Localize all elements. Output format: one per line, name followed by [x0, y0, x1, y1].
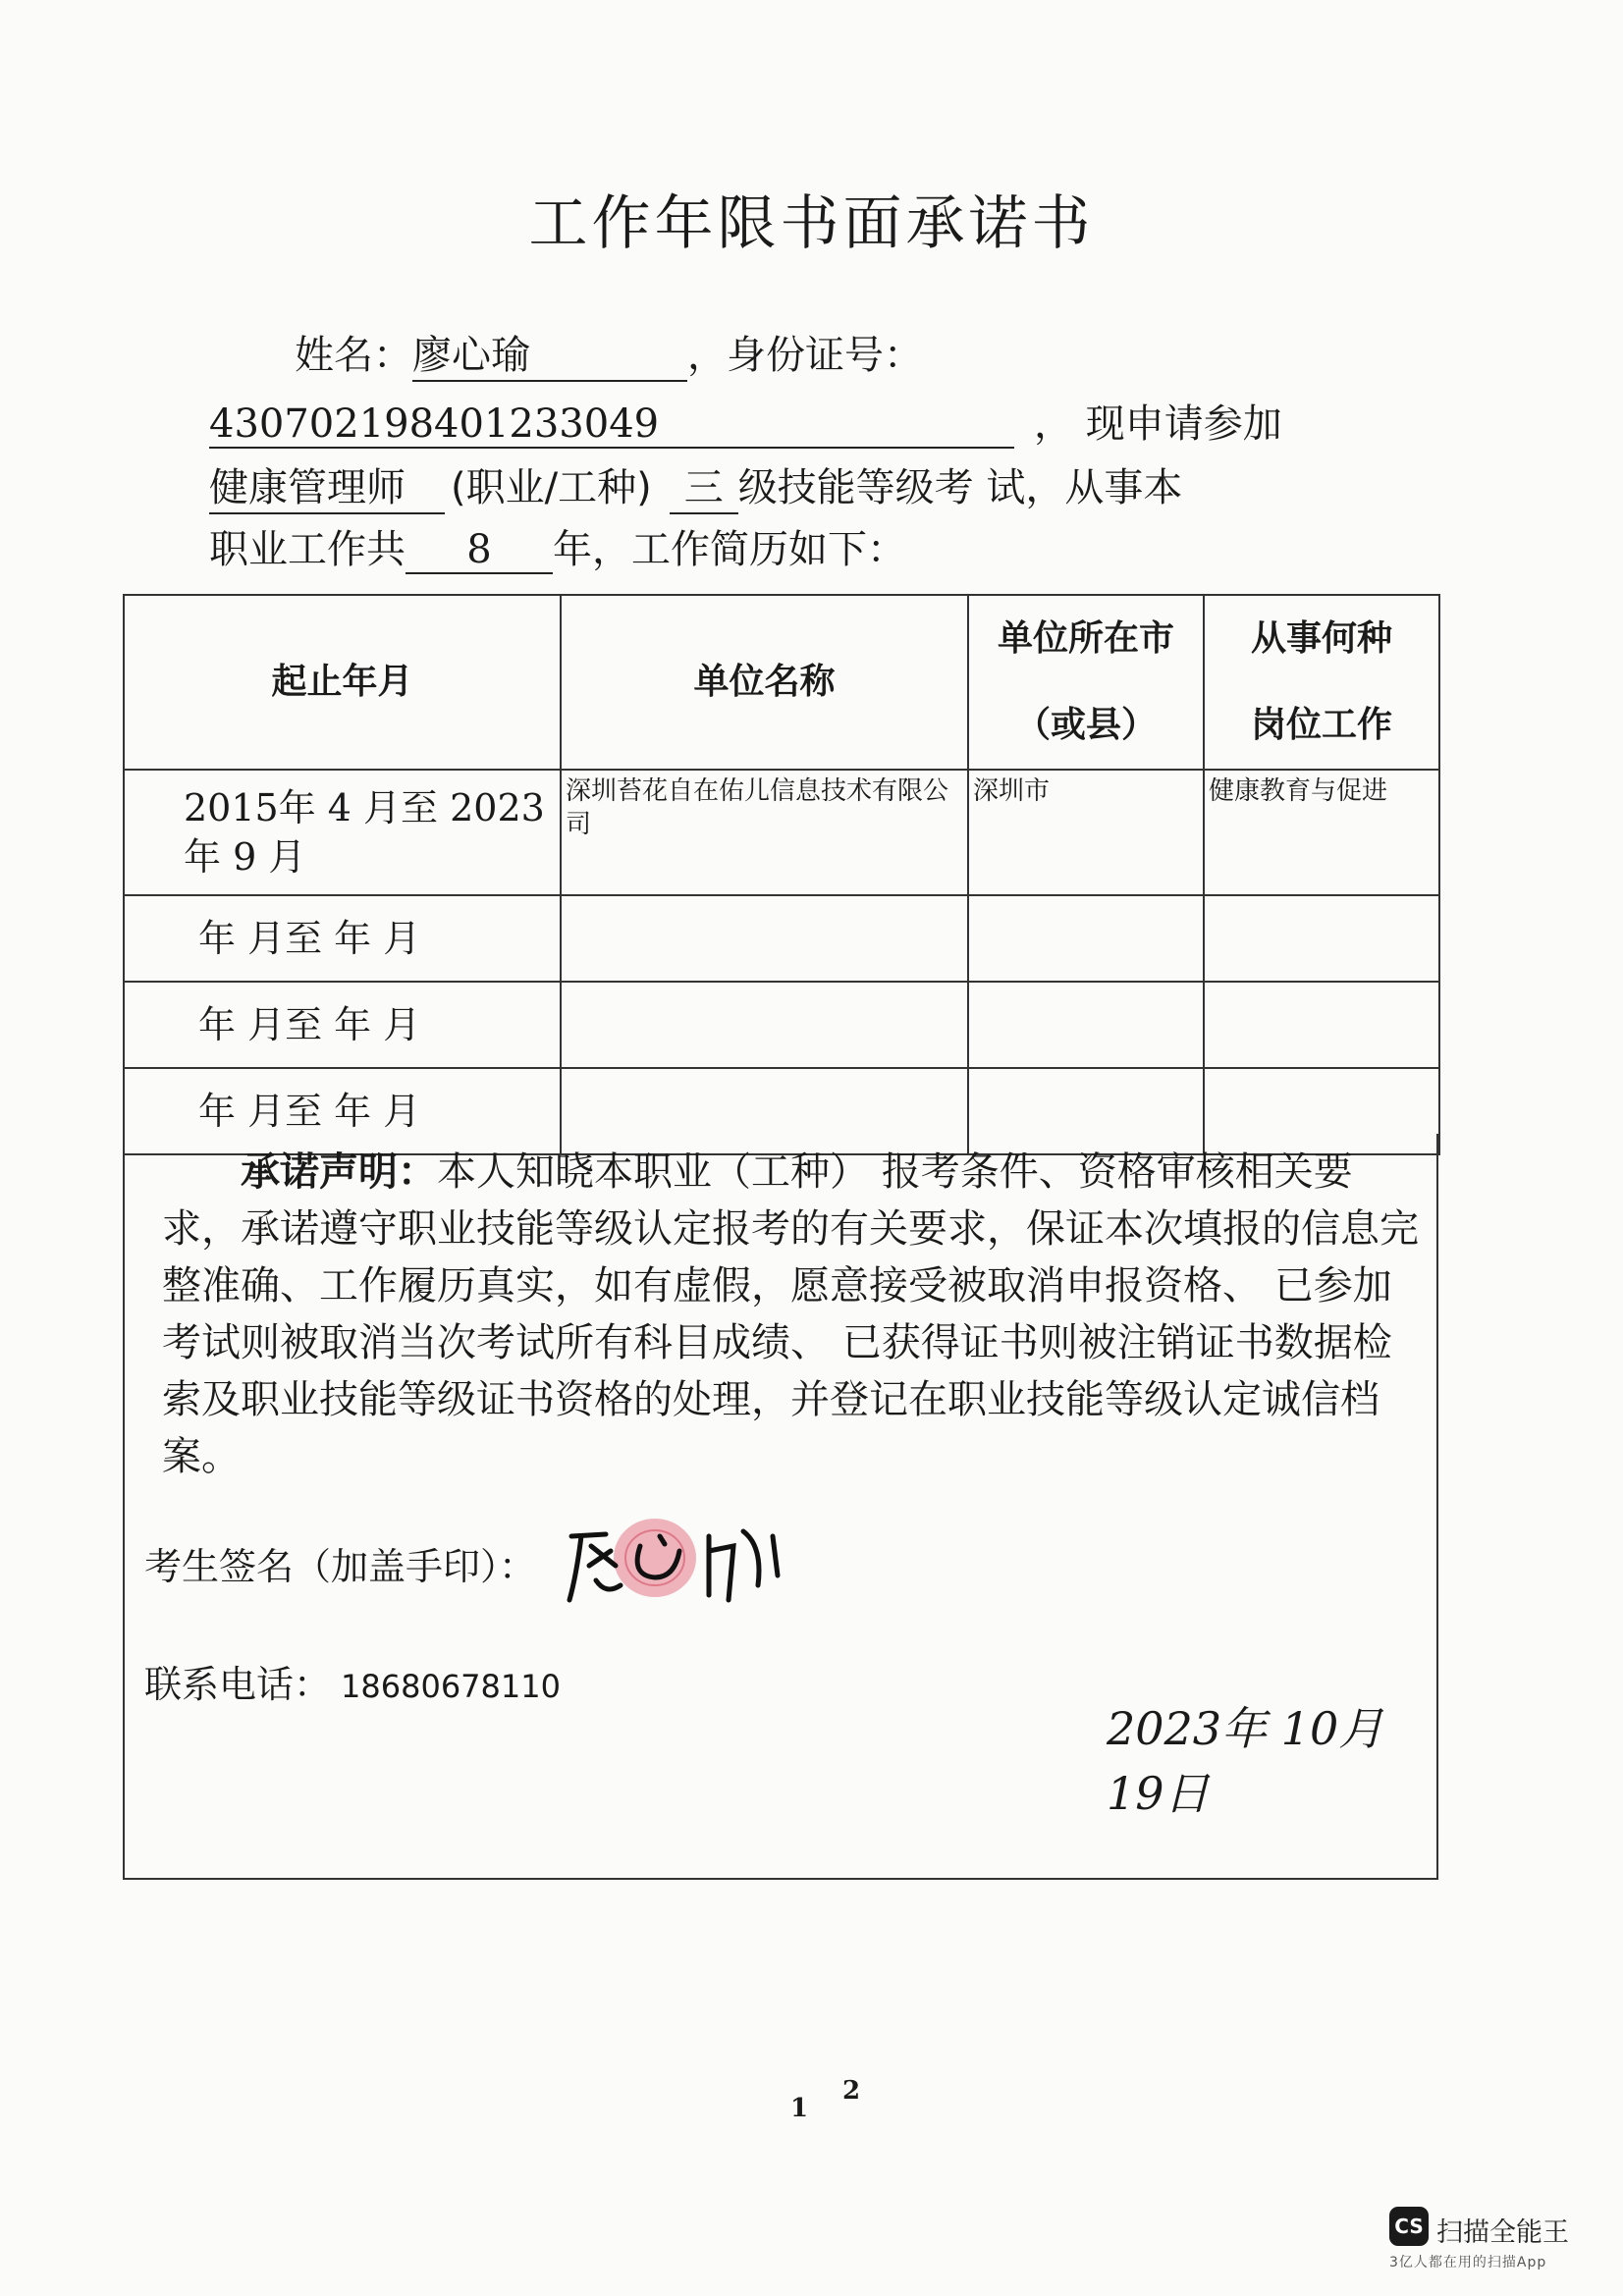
signature-stroke-1: [569, 1534, 621, 1600]
header-position-line1: 从事何种: [1250, 618, 1392, 659]
handwritten-date: 2023年 10月 19日: [1107, 1702, 1384, 1820]
row-employer: 深圳苔花自在佑儿信息技术有限公司: [561, 770, 968, 895]
row-city: 深圳市: [968, 770, 1204, 895]
work-history-table: [123, 594, 1440, 1155]
header-city-line1: 单位所在市: [997, 618, 1174, 659]
id-value: 430702198401233049: [209, 401, 1014, 449]
name-line: [295, 324, 923, 382]
table-row: [124, 982, 1439, 1068]
pledge-box: [123, 1134, 1438, 1880]
apply-text: ， 现申请参加: [1034, 401, 1282, 447]
pledge-heading: 承诺声明：: [241, 1149, 437, 1195]
pledge-body: 本人知晓本职业（工种） 报考条件、资格审核相关要求，承诺遵守职业技能等级认定报考的有关要求，保证本次填报的信息完整准确、工作履历真实，如有虚假，愿意接受被取消申报资格、 已参加考试则被取消当次考试所有科目成绩、 已获得证书则被注销证书数据检索及职业技能等级证书资格的处理，并登记在职业技能等级认定诚信档案。: [162, 1149, 1419, 1479]
occupation-line: [209, 456, 1182, 514]
row-period: 年 月至 年 月: [124, 982, 561, 1068]
occupation-label: (职业/工种): [451, 465, 652, 510]
scanner-watermark: [1389, 2207, 1586, 2269]
row-city: [968, 982, 1204, 1068]
row-position: 健康教育与促进: [1204, 770, 1439, 895]
pledge-statement: [162, 1144, 1419, 1485]
table-header-row: [124, 595, 1439, 770]
row-period: 2015年 4 月至 2023 年 9 月: [124, 770, 561, 895]
page-number-left: 1: [790, 2094, 809, 2123]
years-value: 8: [406, 527, 553, 574]
phone-label: 联系电话：: [144, 1663, 332, 1706]
header-position-line2: 岗位工作: [1250, 705, 1392, 745]
phone-value: 18680678110: [341, 1668, 561, 1705]
page-title: 工作年限书面承诺书: [528, 189, 1095, 258]
row-period: 年 月至 年 月: [124, 1068, 561, 1154]
row-position: [1204, 895, 1439, 982]
table-row: [124, 895, 1439, 982]
years-prefix: 职业工作共: [209, 527, 406, 572]
id-line: [209, 393, 1282, 449]
header-city: [968, 595, 1204, 770]
id-label: ，身份证号：: [687, 333, 923, 378]
name-label: 姓名：: [295, 333, 412, 378]
handwritten-signature: [562, 1507, 797, 1615]
name-value: 廖心瑜: [412, 324, 687, 382]
row-employer: [561, 982, 968, 1068]
page-number-right: 2: [842, 2076, 861, 2106]
occupation-value: 健康管理师: [209, 456, 445, 514]
level-text: 级技能等级考 试，从事本: [737, 465, 1183, 510]
header-period: 起止年月: [124, 595, 561, 770]
level-value: 三: [670, 456, 738, 514]
signature-row: [144, 1536, 536, 1590]
row-employer: [561, 895, 968, 982]
camscanner-logo-icon: CS: [1389, 2207, 1429, 2246]
row-city: [968, 895, 1204, 982]
header-position: [1204, 595, 1439, 770]
watermark-tagline: 3亿人都在用的扫描App: [1389, 2255, 1547, 2270]
signature-stroke-3: [709, 1531, 778, 1600]
phone-row: [144, 1654, 561, 1708]
header-city-line2: （或县）: [1014, 705, 1157, 745]
signature-label: 考生签名（加盖手印）：: [144, 1545, 537, 1588]
watermark-app-name: 扫描全能王: [1436, 2217, 1569, 2248]
table-row: [124, 770, 1439, 895]
header-employer: 单位名称: [561, 595, 968, 770]
years-line: [209, 518, 906, 574]
years-suffix: 年，工作简历如下：: [553, 527, 906, 572]
row-period: 年 月至 年 月: [124, 895, 561, 982]
row-position: [1204, 982, 1439, 1068]
